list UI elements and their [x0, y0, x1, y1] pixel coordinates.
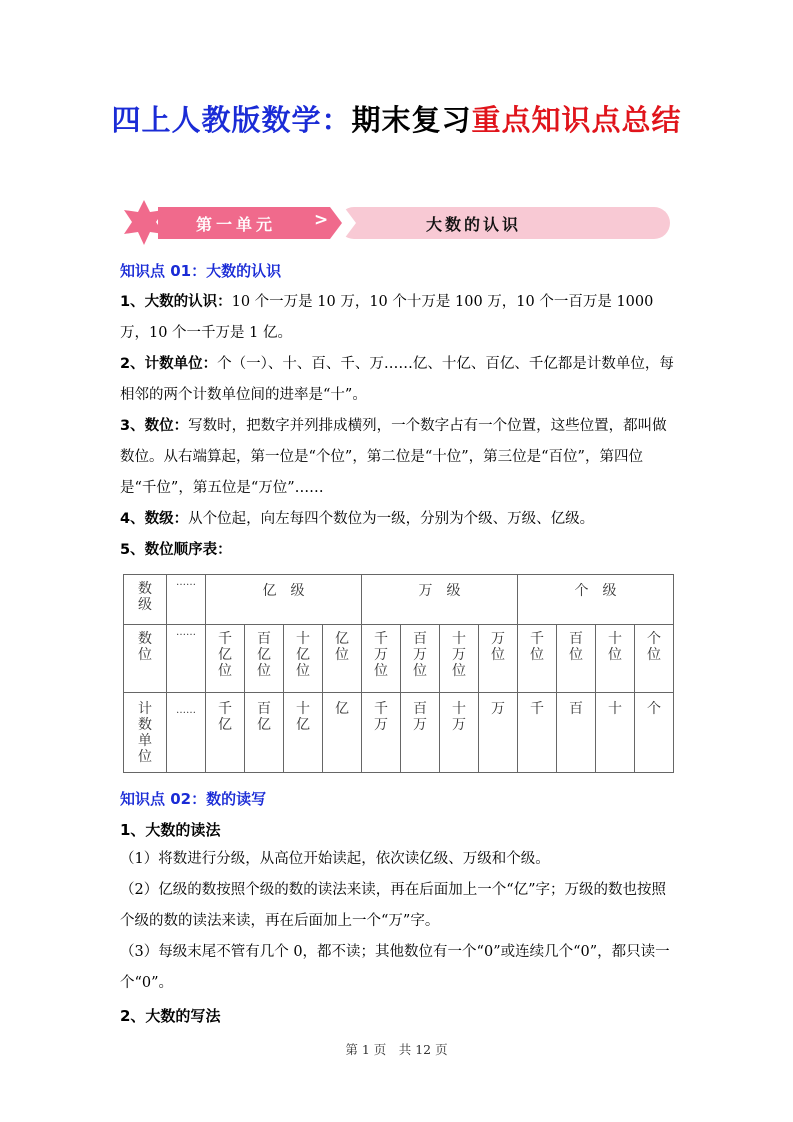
- kp2-sub2: 2、大数的写法: [120, 1007, 221, 1025]
- place-cell: 千位: [530, 631, 544, 663]
- page-footer: 第 1 页 共 12 页: [345, 1042, 448, 1057]
- unit-cell: 万: [491, 701, 505, 717]
- kp2-rule-2: （2）亿级的数按照个级的数的读法来读，再在后面加上一个“亿”字；万级的数也按照个级的数的读法来读，再在后面加上一个“万”字。: [120, 882, 667, 929]
- kp1-item-2: [120, 349, 676, 411]
- place-cell: 千万位: [374, 631, 388, 679]
- unit-cell: 十: [608, 701, 622, 717]
- unit-label: 第一单元: [196, 215, 277, 234]
- kp2-heading: 知识点 02：数的读写: [120, 790, 267, 808]
- title-part-2: 期末复习: [351, 103, 472, 137]
- unit-cell: 个: [647, 701, 661, 717]
- unit-cell: 百万: [413, 701, 427, 733]
- kp1-item-4: [120, 504, 676, 535]
- unit-cell: 十亿: [296, 701, 310, 733]
- place-cell: 百位: [569, 631, 583, 663]
- kp1-item-3-label: 3、数位：: [120, 418, 189, 434]
- kp1-item-2-label: 2、计数单位：: [120, 356, 218, 372]
- row-label-level: 数级: [138, 581, 152, 613]
- level-wan: 万 级: [418, 583, 461, 599]
- table-row-units: [124, 693, 674, 773]
- chevron-right-icon: >: [314, 210, 329, 230]
- kp1-heading: 知识点 01：大数的认识: [120, 262, 282, 280]
- dots-cell: ……: [176, 577, 196, 588]
- place-cell: 万位: [491, 631, 505, 663]
- dots-cell: ……: [176, 705, 196, 716]
- place-cell: 百万位: [413, 631, 427, 679]
- row-label-unit: 计数单位: [138, 701, 152, 765]
- kp1-item-2-text: 个（一）、十、百、千、万……亿、十亿、百亿、千亿都是计数单位，每相邻的两个计数单位间的进率是“十”。: [120, 356, 674, 403]
- kp1-item-4-label: 4、数级：: [120, 511, 189, 527]
- kp1-item-1-text: 10 个一万是 10 万，10 个十万是 100 万，10 个一百万是 1000 万，10 个一千万是 1 亿。: [120, 294, 654, 341]
- kp1-item-5: [120, 535, 676, 566]
- kp1-item-3: [120, 411, 676, 504]
- place-cell: 亿位: [335, 631, 349, 663]
- kp2-rule-3: （3）每级末尾不管有几个 0，都不读；其他数位有一个“0”或连续几个“0”，都只读一个“0”。: [120, 944, 670, 991]
- place-cell: 十亿位: [296, 631, 310, 679]
- unit-cell: 千亿: [218, 701, 232, 733]
- level-yi: 亿 级: [262, 583, 305, 599]
- table-row-levels: [124, 575, 674, 625]
- table-row-places: [124, 625, 674, 693]
- kp1-item-3-text: 写数时，把数字并列排成横列，一个数字占有一个位置，这些位置，都叫做数位。从右端算起，第一位是“个位”，第二位是“十位”，第三位是“百位”，第四位是“千位”，第五位是“万位”……: [120, 418, 667, 496]
- unit-cell: 千: [530, 701, 544, 717]
- place-cell: 百亿位: [257, 631, 271, 679]
- kp1-item-1: [120, 287, 676, 349]
- unit-cell: 亿: [335, 701, 349, 717]
- kp1-item-1-label: 1、大数的认识：: [120, 294, 232, 310]
- dots-cell: ……: [176, 627, 196, 638]
- kp2-sub1: 1、大数的读法: [120, 821, 221, 839]
- unit-cell: 百亿: [257, 701, 271, 733]
- unit-banner: [118, 198, 674, 248]
- place-cell: 十万位: [452, 631, 466, 679]
- place-cell: 千亿位: [218, 631, 232, 679]
- title-part-3: 重点知识点总结: [471, 103, 682, 137]
- place-cell: 个位: [647, 631, 661, 663]
- row-label-place: 数位: [138, 631, 152, 663]
- unit-cell: 百: [569, 701, 583, 717]
- kp1-item-5-label: 5、数位顺序表：: [120, 542, 232, 558]
- kp1-item-4-text: 从个位起，向左每四个数位为一级，分别为个级、万级、亿级。: [188, 511, 595, 527]
- level-ge: 个 级: [574, 583, 617, 599]
- unit-topic: 大数的认识: [426, 215, 522, 234]
- unit-cell: 十万: [452, 701, 466, 733]
- page-title: [0, 98, 793, 139]
- title-part-1: 四上人教版数学：: [111, 103, 352, 137]
- place-value-table: [123, 574, 674, 773]
- place-cell: 十位: [608, 631, 622, 663]
- unit-cell: 千万: [374, 701, 388, 733]
- kp2-rule-1: （1）将数进行分级，从高位开始读起，依次读亿级、万级和个级。: [120, 851, 550, 867]
